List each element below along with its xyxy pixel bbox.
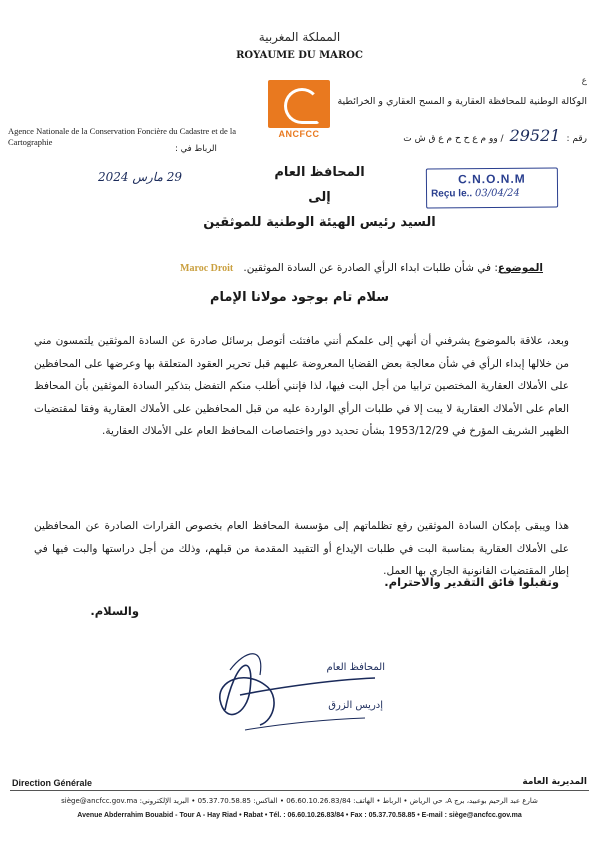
agency-logo <box>268 80 330 140</box>
stamp-received-label: Reçu le.. <box>431 188 473 200</box>
subject-line <box>63 262 543 274</box>
handwritten-date: 29 مارس 2024 <box>98 170 182 184</box>
footer-title-ar: المديرية العامة <box>522 777 587 787</box>
subject-text: : في شأن طلبات ابداء الرأي الصادرة عن السادة الموثقين. <box>243 262 498 274</box>
footer-divider <box>10 790 589 791</box>
logo-mark-icon <box>268 80 330 128</box>
reference-number: 29521 <box>509 126 561 145</box>
footer-title-fr: Direction Générale <box>12 778 93 788</box>
place-label: الرباط في : <box>175 144 217 154</box>
reference-code: / وو م ع ح ح م ع ق ش ت <box>403 134 504 144</box>
agency-name-fr: Agence Nationale de la Conservation Foncière du Cadastre et de la Cartographie <box>8 126 236 147</box>
kingdom-title-ar: المملكة المغربية <box>258 30 341 44</box>
signature-block <box>205 640 385 740</box>
reference-marker: ع <box>581 76 587 86</box>
recipient-name: السيد رئيس الهيئة الوطنية للموثقين <box>203 215 436 230</box>
kingdom-title-fr: ROYAUME DU MAROC <box>236 50 363 61</box>
footer-address-fr: Avenue Abderrahim Bouabid - Tour A - Hay Riad • Rabat • Tél. : 06.60.10.26.83/84 • Fax : 05.37.70.58.85 • E-mail : siège@ancfcc.gov.ma <box>77 812 522 819</box>
footer-address-ar: شارع عبد الرحيم بوعبيد، برج A، حي الرياض • الرباط • الهاتف: 06.60.10.26.83/84 • الفاكس: 05.37.70.58.85 • البريد الإلكتروني: siège@ancfcc.gov.ma <box>61 797 538 805</box>
stamp-title: C.N.O.N.M <box>458 171 526 187</box>
greeting: سلام تام بوجود مولانا الإمام <box>209 290 390 305</box>
agency-name-ar: الوكالة الوطنية للمحافظة العقارية و المسح العقاري و الخرائطية <box>337 96 587 107</box>
signatory-name: إدريس الزرق <box>328 700 383 711</box>
handwritten-signature-icon <box>205 640 385 740</box>
body-paragraph-2: هذا ويبقى بإمكان السادة الموثقين رفع تظلماتهم إلى مؤسسة المحافظ العام بخصوص القرارات الصادرة عن المحافظين على الأملاك العقارية بمناسبة البت في طلبات الإيداع أو التقييد المقدمة من قبلهم، وذلك من أجل دراستها والبت فيها في إطار المقتضيات القانونية الجاري بها العمل. <box>34 520 569 577</box>
subject-label: الموضوع <box>497 262 543 274</box>
watermark: Maroc Droit <box>180 263 234 274</box>
reference-line <box>327 126 587 145</box>
logo-text: ANCFCC <box>278 129 320 139</box>
closing-line: وتقبلوا فائق التقدير والاحترام. <box>384 575 559 589</box>
body-paragraph-1: وبعد، علاقة بالموضوع يشرفني أن أنهي إلى علمكم أنني مافتئت أتوصل برسائل صادرة عن السادة الموثقين يلتمسون مني من خلالها إبداء الرأي في شأن معالجة بعض القضايا المعروضة عليهم قبل تحرير العقود المتعلقة بها وعرضها على المحافظين على الأملاك العقارية المختصين ترابيا من أجل البت فيها، لذا فإنني أطلب منكم التفضل بتذكير السادة الموثقين بأن المحافظ العام على الأملاك العقارية لا يبت إلا في طلبات الرأي الواردة عليه من قبل المحافظين على الأملاك العقارية وفقا لمقتضيات الظهير الشريف المؤرخ في 1953/12/29 بشأن تحديد دور واختصاصات المحافظ العام على الأملاك العقارية. <box>34 335 569 437</box>
recipient-to: إلى <box>308 190 331 205</box>
sender-title: المحافظ العام <box>274 165 365 180</box>
signatory-title: المحافظ العام <box>326 662 385 673</box>
stamp-received-date: 03/04/24 <box>474 187 520 200</box>
reference-label: رقم : <box>566 134 587 144</box>
peace-line: والسلام. <box>90 604 139 618</box>
